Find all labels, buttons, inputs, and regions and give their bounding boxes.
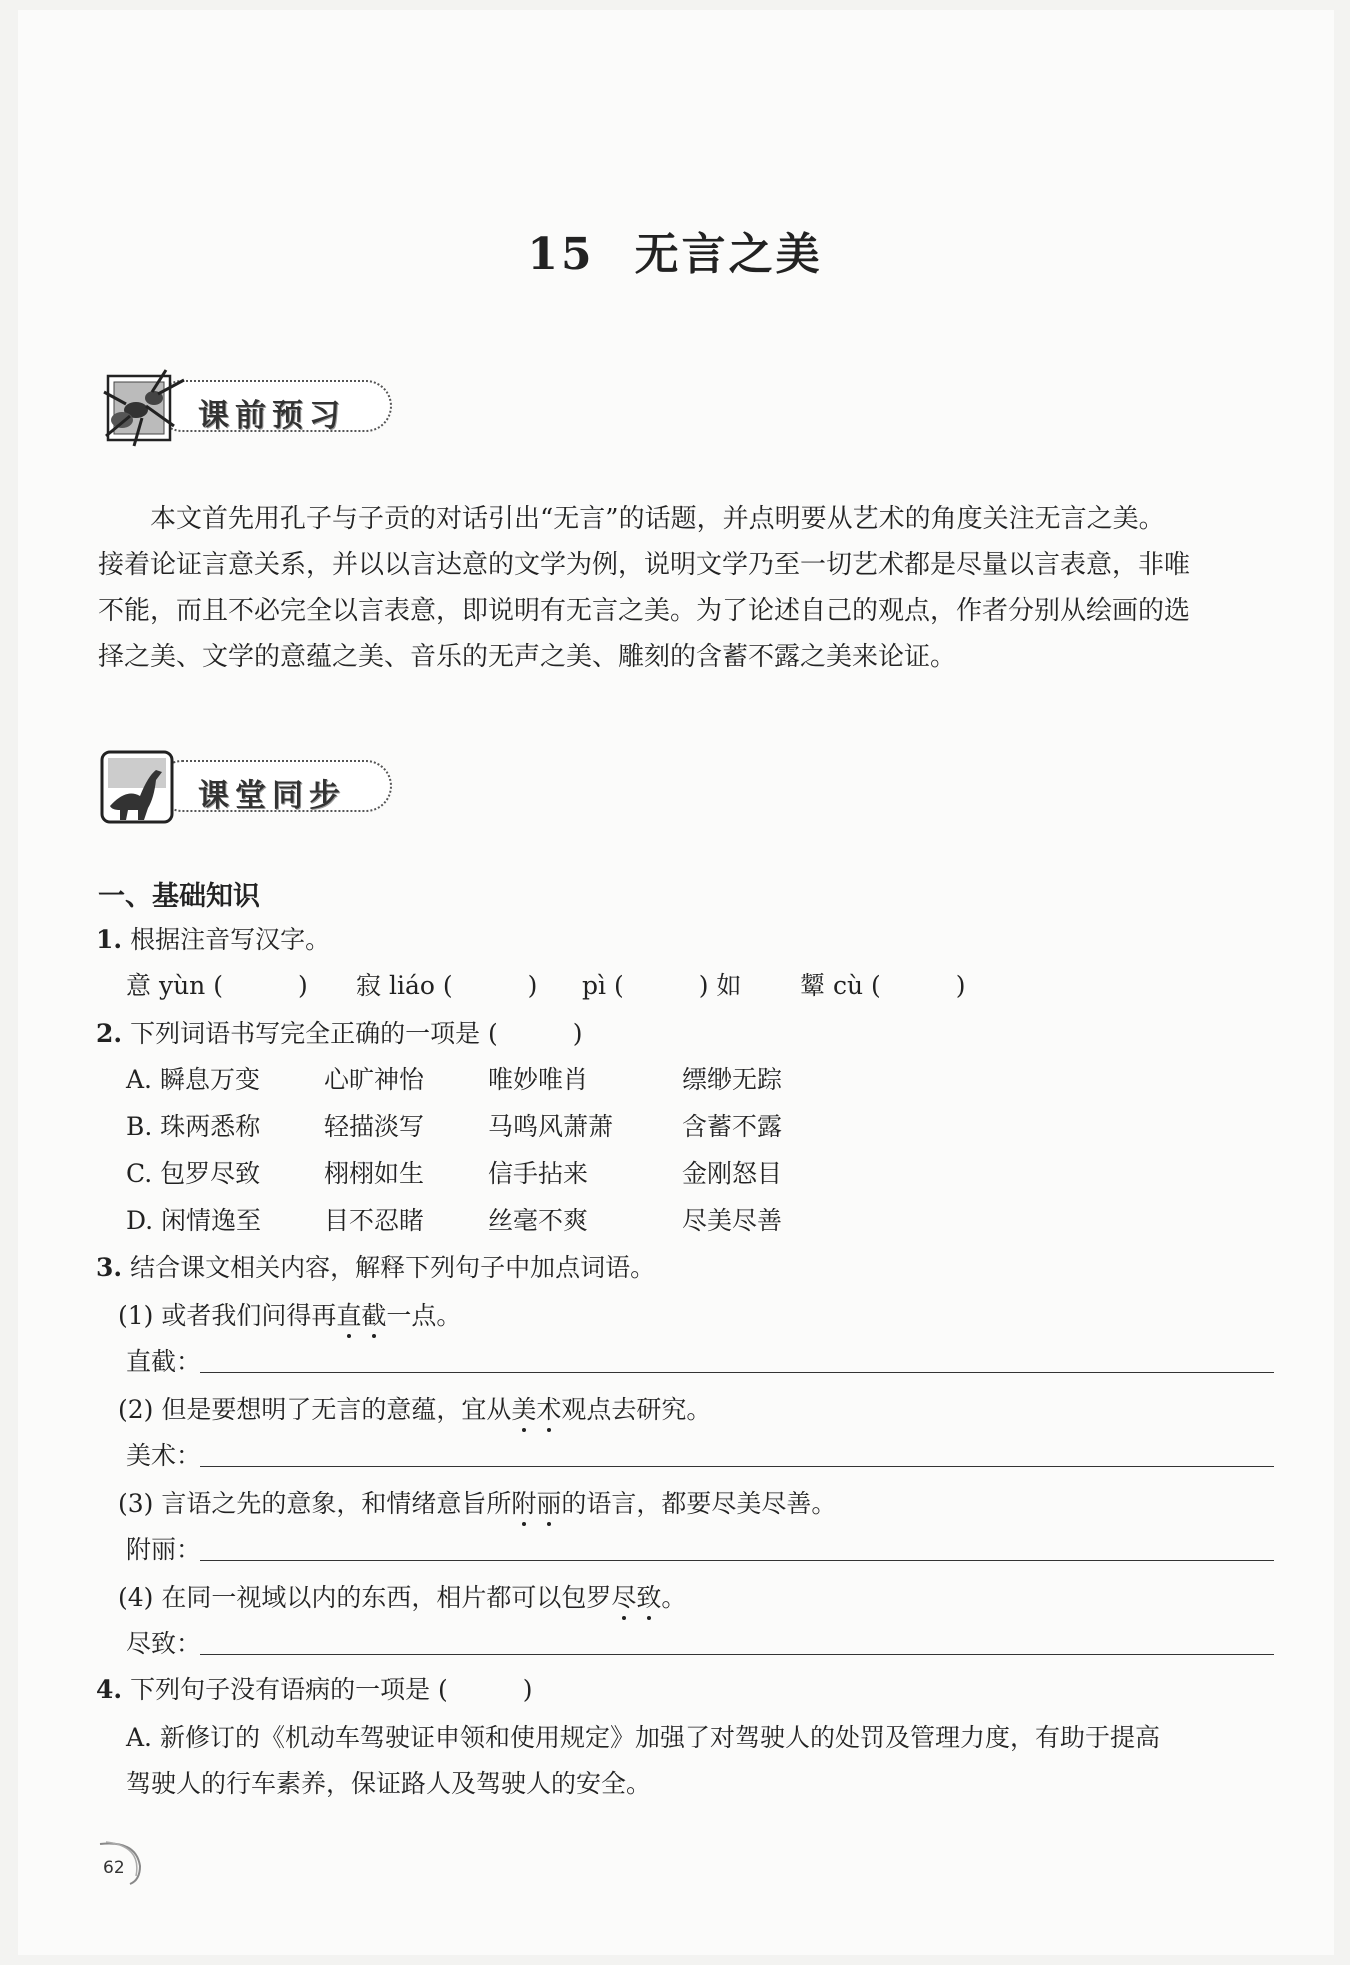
q3-sentence-1-post: 一点。 [386, 1301, 462, 1330]
page-number: 62 [103, 1858, 125, 1878]
q3-answer-label-2: 美术： [126, 1441, 202, 1470]
q3-answer-line-3[interactable] [200, 1560, 1274, 1561]
preview-line-2: 接着论证言意关系，并以以言达意的文学为例，说明文学乃至一切艺术都是尽量以言表意，非唯 [98, 550, 1191, 580]
dinosaur-icon [96, 746, 192, 832]
preview-line-1: 本文首先用孔子与子贡的对话引出“无言”的话题，并点明要从艺术的角度关注无言之美。 [150, 504, 1165, 534]
q3-sentence-2-pre: (2) 但是要想明了无言的意蕴，宜从 [118, 1395, 512, 1424]
q3-sentence-3-pre: (3) 言语之先的意象，和情绪意旨所 [118, 1489, 512, 1518]
question-1-number: 1. [96, 925, 123, 954]
q3-sentence-4 [118, 1578, 686, 1614]
question-3 [96, 1248, 655, 1284]
q2-option-c[interactable]: C. 包罗尽致 [126, 1159, 261, 1188]
q1-blank-cu[interactable]: 颦 cù ( ) [800, 971, 966, 1000]
q3-answer-label-4: 尽致： [126, 1629, 202, 1658]
question-4 [96, 1670, 533, 1706]
emphasis-dot-char: 尽 [611, 1578, 636, 1614]
question-2-number: 2. [96, 1019, 123, 1048]
q4-option-a[interactable]: A. 新修订的《机动车驾驶证申领和使用规定》加强了对驾驶人的处罚及管理力度，有助于提高 [126, 1723, 1160, 1752]
q3-answer-label-3: 附丽： [126, 1535, 202, 1564]
q2-option-a-word-3: 唯妙唯肖 [488, 1065, 589, 1094]
q2-option-b[interactable]: B. 珠两悉称 [126, 1112, 261, 1141]
classroom-badge-label: 课堂同步 [198, 778, 346, 814]
q3-dotted-word-3 [511, 1489, 561, 1518]
emphasis-dot-char: 丽 [536, 1484, 561, 1520]
q2-option-c-word-4: 金刚怒目 [682, 1159, 783, 1188]
question-2-text: 下列词语书写完全正确的一项是 ( ) [130, 1019, 583, 1048]
preview-badge-label: 课前预习 [198, 398, 346, 434]
question-2 [96, 1014, 583, 1050]
q3-sentence-3 [118, 1484, 836, 1520]
question-1-text: 根据注音写汉字。 [130, 925, 331, 954]
q1-blank-liao[interactable]: 寂 liáo ( ) [356, 971, 538, 1000]
q3-sentence-2 [118, 1390, 711, 1426]
q2-option-b-word-4: 含蓄不露 [682, 1112, 783, 1141]
q3-answer-line-2[interactable] [200, 1466, 1274, 1467]
ant-icon [96, 366, 192, 452]
q3-answer-label-1: 直截： [126, 1347, 202, 1376]
classroom-badge [96, 752, 396, 820]
emphasis-dot-char: 截 [361, 1296, 386, 1332]
emphasis-dot-char: 致 [636, 1578, 661, 1614]
q3-dotted-word-4 [611, 1583, 661, 1612]
q2-option-a-word-4: 缥缈无踪 [682, 1065, 783, 1094]
q3-sentence-1 [118, 1296, 461, 1332]
q2-option-d-word-3: 丝毫不爽 [488, 1206, 589, 1235]
question-4-number: 4. [96, 1675, 123, 1704]
q3-sentence-1-pre: (1) 或者我们问得再 [118, 1301, 337, 1330]
q3-sentence-2-post: 观点去研究。 [561, 1395, 712, 1424]
question-3-text: 结合课文相关内容，解释下列句子中加点词语。 [130, 1253, 656, 1282]
q4-option-a-continued: 驾驶人的行车素养，保证路人及驾驶人的安全。 [126, 1769, 652, 1798]
q3-answer-line-1[interactable] [200, 1372, 1274, 1373]
q3-answer-line-4[interactable] [200, 1654, 1274, 1655]
q2-option-d-word-2: 目不忍睹 [324, 1206, 425, 1235]
q3-sentence-4-pre: (4) 在同一视域以内的东西，相片都可以包罗 [118, 1583, 612, 1612]
lesson-title [0, 218, 1350, 282]
q2-option-a-word-2: 心旷神怡 [324, 1065, 425, 1094]
question-3-number: 3. [96, 1253, 123, 1282]
section-heading: 一、基础知识 [98, 881, 260, 912]
q2-option-c-word-2: 栩栩如生 [324, 1159, 425, 1188]
q3-dotted-word-2 [511, 1395, 561, 1424]
emphasis-dot-char: 术 [536, 1390, 561, 1426]
q2-option-b-word-2: 轻描淡写 [324, 1112, 425, 1141]
emphasis-dot-char: 附 [511, 1484, 536, 1520]
preview-line-4: 择之美、文学的意蕴之美、音乐的无声之美、雕刻的含蓄不露之美来论证。 [98, 642, 957, 672]
preview-line-3: 不能，而且不必完全以言表意，即说明有无言之美。为了论述自己的观点，作者分别从绘画的选 [98, 596, 1191, 626]
q1-blank-pi[interactable]: pì ( ) 如 [582, 971, 742, 1000]
q2-option-d[interactable]: D. 闲情逸至 [126, 1206, 262, 1235]
question-4-text: 下列句子没有语病的一项是 ( ) [130, 1675, 533, 1704]
q3-sentence-3-post: 的语言，都要尽美尽善。 [561, 1489, 837, 1518]
q2-option-d-word-4: 尽美尽善 [682, 1206, 783, 1235]
q2-option-b-word-3: 马鸣风萧萧 [488, 1112, 614, 1141]
emphasis-dot-char: 直 [336, 1296, 361, 1332]
q3-sentence-4-post: 。 [661, 1583, 687, 1612]
q1-blank-yun[interactable]: 意 yùn ( ) [126, 971, 308, 1000]
q3-dotted-word-1 [336, 1301, 386, 1330]
q2-option-c-word-3: 信手拈来 [488, 1159, 589, 1188]
lesson-number: 15 [527, 229, 595, 280]
emphasis-dot-char: 美 [511, 1390, 536, 1426]
preview-badge [96, 372, 396, 440]
q2-option-a[interactable]: A. 瞬息万变 [126, 1065, 260, 1094]
question-1 [96, 920, 330, 956]
lesson-title-text: 无言之美 [634, 229, 823, 280]
